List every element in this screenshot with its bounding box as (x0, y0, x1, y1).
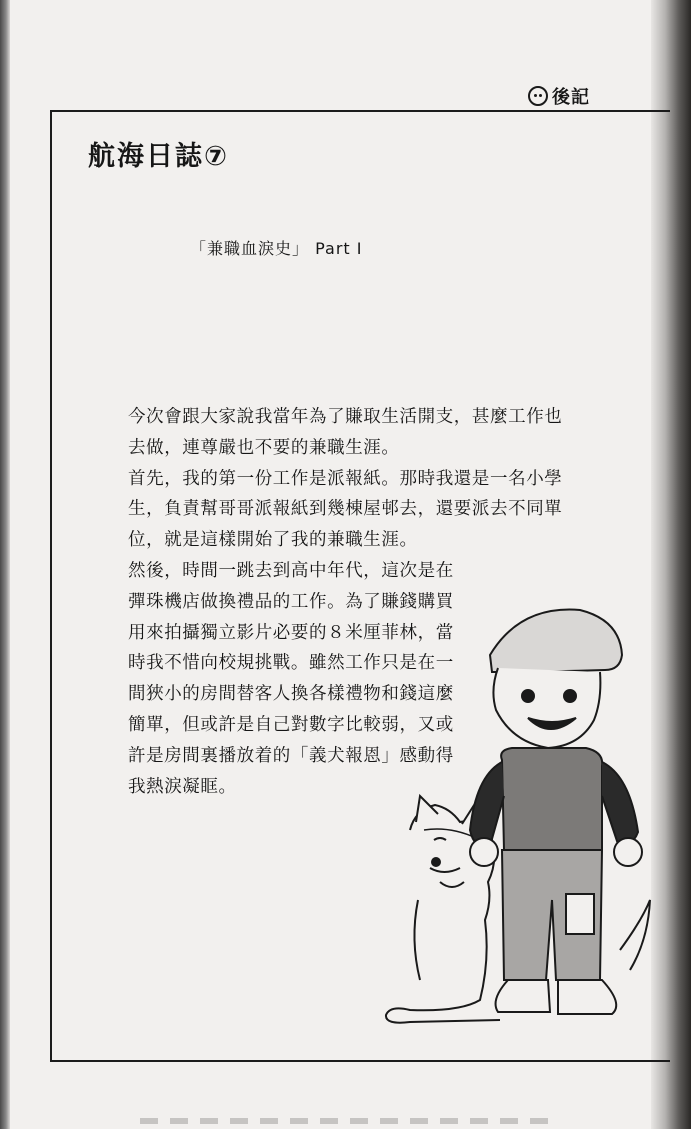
print-smudge (140, 1118, 560, 1124)
section-subtitle: 「兼職血淚史」 Part I (190, 239, 363, 258)
boy-figure (470, 610, 642, 1014)
paragraph-pachinko: 然後，時間一跳去到高中年代，這次是在彈珠機店做換禮品的工作。為了賺錢購買用來拍攝獨立影片必要的８米厘菲林，當時我不惜向校規挑戰。雖然工作只是在一間狹小的房間替客人換各樣禮物和錢這麼簡單，但或許是自己對數字比較弱，又或許是房間裏播放着的「義犬報恩」感動得我熱淚凝眶。 (128, 560, 454, 797)
page-title: 航海日誌⑦ (88, 141, 229, 172)
smiley-face-icon (528, 86, 548, 106)
paragraph-intro: 今次會跟大家說我當年為了賺取生活開支，甚麼工作也去做，連尊嚴也不要的兼職生涯。 (128, 407, 563, 458)
paragraph-newspaper: 首先，我的第一份工作是派報紙。那時我還是一名小學生，負責幫哥哥派報紙到幾棟屋邨去，還要派去不同單位，就是這樣開始了我的兼職生涯。 (128, 468, 563, 551)
afterword-header (528, 84, 590, 108)
afterword-label: 後記 (552, 87, 590, 108)
boy-with-dog-illustration (380, 600, 660, 1040)
page-edge-left (0, 0, 10, 1129)
